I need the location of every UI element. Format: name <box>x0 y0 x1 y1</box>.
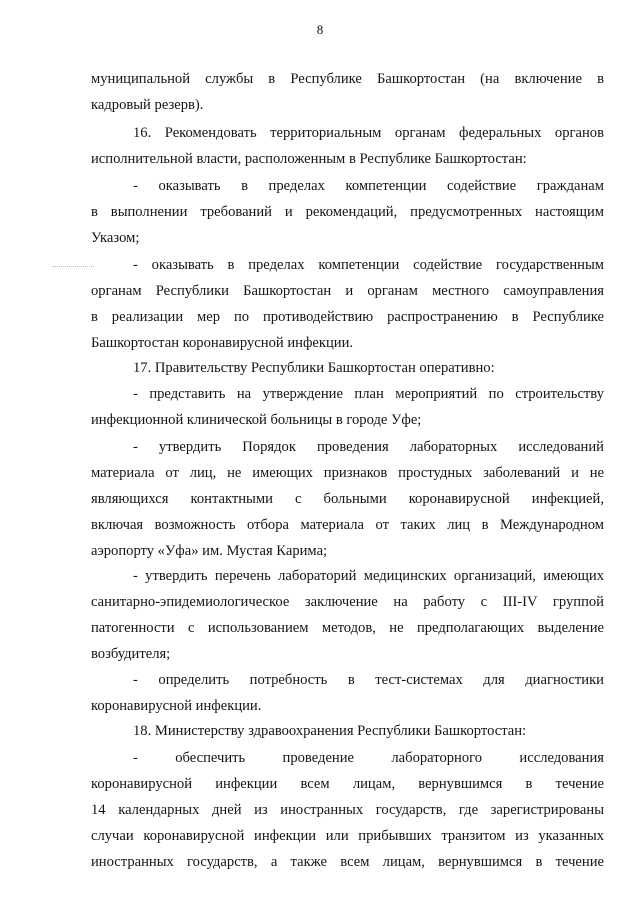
list-item-line: - утвердить Порядок проведения лабораторных исследований <box>133 439 604 455</box>
text-line: иностранных государств, а также всем лицам, вернувшимся в течение <box>91 854 604 870</box>
text-line: Башкортостан коронавирусной инфекции. <box>91 335 354 351</box>
text-line: аэропорту «Уфа» им. Мустая Карима; <box>91 543 328 559</box>
text-line: кадровый резерв). <box>91 97 204 113</box>
text-line: возбудителя; <box>91 646 171 662</box>
text-line: 14 календарных дней из иностранных государств, где зарегистрированы <box>91 802 604 818</box>
text-line: случаи коронавирусной инфекции или прибывших транзитом из указанных <box>91 828 604 844</box>
list-item-line: - оказывать в пределах компетенции содействие гражданам <box>133 178 604 194</box>
paragraph-16-first-line: 16. Рекомендовать территориальным органам федеральных органов <box>133 125 604 141</box>
text-line: являющихся контактными с больными коронавирусной инфекцией, <box>91 491 604 507</box>
list-item-line: - определить потребность в тест-системах для диагностики <box>133 672 604 688</box>
text-line: в выполнении требований и рекомендаций, предусмотренных настоящим <box>91 204 604 220</box>
list-item-line: - обеспечить проведение лабораторного исследования <box>133 750 604 766</box>
text-line: включая возможность отбора материала от таких лиц в Международном <box>91 517 604 533</box>
list-item-line: - утвердить перечень лабораторий медицинских организаций, имеющих <box>133 568 604 584</box>
text-line: санитарно-эпидемиологическое заключение на работу с III-IV группой <box>91 594 604 610</box>
paragraph-18-first-line: 18. Министерству здравоохранения Республики Башкортостан: <box>133 723 527 739</box>
text-line: органам Республики Башкортостан и органам местного самоуправления <box>91 283 604 299</box>
text-line: инфекционной клинической больницы в городе Уфе; <box>91 412 422 428</box>
text-line: патогенности с использованием методов, не предполагающих выделение <box>91 620 604 636</box>
page-number: 8 <box>316 22 324 37</box>
list-item-line: - оказывать в пределах компетенции содействие государственным <box>133 257 604 273</box>
scan-artifact-mark <box>52 266 94 267</box>
text-line: муниципальной службы в Республике Башкортостан (на включение в <box>91 71 604 87</box>
text-line: Указом; <box>91 230 140 246</box>
text-line: в реализации мер по противодействию распространению в Республике <box>91 309 604 325</box>
text-line: исполнительной власти, расположенным в Республике Башкортостан: <box>91 151 527 167</box>
text-line: коронавирусной инфекции. <box>91 698 262 714</box>
paragraph-17-first-line: 17. Правительству Республики Башкортостан оперативно: <box>133 360 495 376</box>
text-line: материала от лиц, не имеющих признаков простудных заболеваний и не <box>91 465 604 481</box>
list-item-line: - представить на утверждение план мероприятий по строительству <box>133 386 604 402</box>
text-line: коронавирусной инфекции всем лицам, вернувшимся в течение <box>91 776 604 792</box>
